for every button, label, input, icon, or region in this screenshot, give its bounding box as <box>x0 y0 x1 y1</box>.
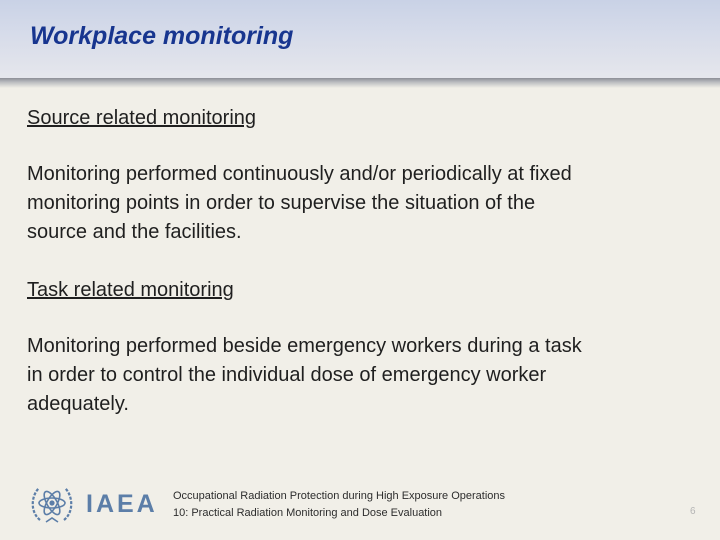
slide-title: Workplace monitoring <box>30 22 294 50</box>
iaea-logo-text: IAEA <box>86 490 158 518</box>
slide-content <box>27 104 707 419</box>
body-line: Monitoring performed beside emergency workers during a task <box>27 335 582 357</box>
section-body-source <box>27 160 707 247</box>
body-line: source and the facilities. <box>27 221 242 243</box>
section-heading-source: Source related monitoring <box>27 107 257 129</box>
iaea-emblem-icon <box>28 480 76 528</box>
title-shadow <box>0 78 720 88</box>
footer-course-line: Occupational Radiation Protection during High Exposure Operations <box>173 490 506 502</box>
section-body-task <box>27 332 707 419</box>
body-line: monitoring points in order to supervise the situation of the <box>27 192 536 214</box>
body-line: Monitoring performed continuously and/or periodically at fixed <box>27 163 572 185</box>
footer-module-line: 10: Practical Radiation Monitoring and Dose Evaluation <box>173 507 443 519</box>
page-number: 6 <box>690 506 696 517</box>
body-line: adequately. <box>27 393 129 415</box>
body-line: in order to control the individual dose of emergency worker <box>27 364 547 386</box>
footer-caption <box>173 488 505 522</box>
section-heading-task: Task related monitoring <box>27 279 234 301</box>
